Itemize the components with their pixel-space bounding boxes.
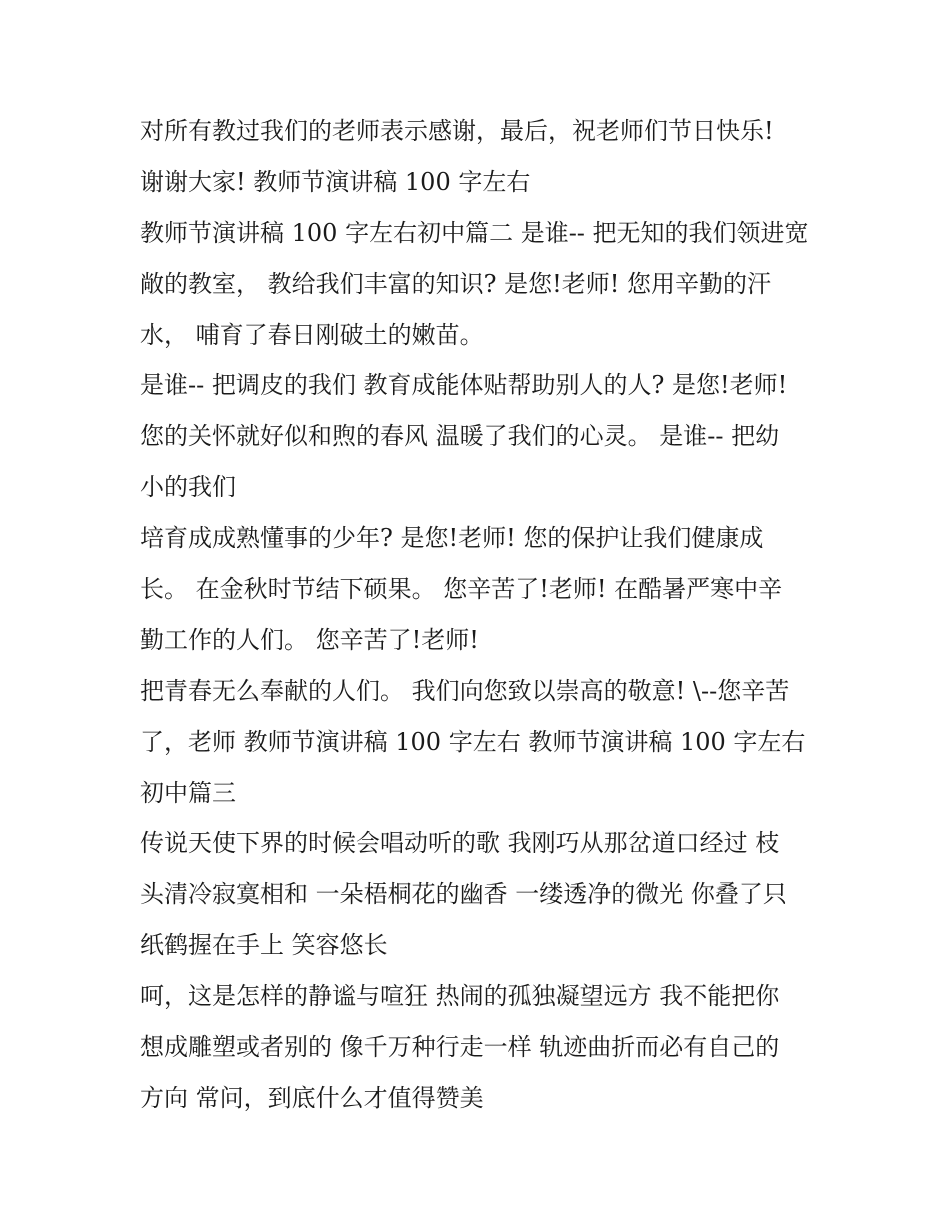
text-line: 想成雕塑或者别的 像千万种行走一样 轨迹曲折而必有自己的 — [140, 1033, 780, 1062]
text-line: 长。 在金秋时节结下硕果。 您辛苦了!老师! 在酷暑严寒中辛 — [140, 575, 783, 604]
text-line: 把青春无么奉献的人们。 我们向您致以崇高的敬意! \--您辛苦 — [140, 676, 790, 705]
text-line: 方向 常问，到底什么才值得赞美 — [140, 1083, 484, 1112]
text-line: 小的我们 — [140, 473, 236, 502]
text-line: 呵，这是怎样的静谧与喧狂 热闹的孤独凝望远方 我不能把你 — [140, 982, 780, 1011]
text-line: 谢谢大家! 教师节演讲稿 100 字左右 — [140, 167, 531, 196]
body-text — [140, 111, 820, 1129]
text-line: 传说天使下界的时候会唱动听的歌 我刚巧从那岔道口经过 枝 — [140, 829, 780, 858]
text-line: 敞的教室， 教给我们丰富的知识? 是您!老师! 您用辛勤的汗 — [140, 269, 772, 298]
text-line: 对所有教过我们的老师表示感谢，最后，祝老师们节日快乐! — [140, 117, 774, 145]
text-line: 头清冷寂寞相和 一朵梧桐花的幽香 一缕透净的微光 你叠了只 — [140, 880, 787, 909]
text-line: 纸鹤握在手上 笑容悠长 — [140, 931, 388, 960]
text-line: 教师节演讲稿 100 字左右初中篇二 是谁-- 把无知的我们领进宽 — [140, 218, 809, 247]
text-line: 了，老师 教师节演讲稿 100 字左右 教师节演讲稿 100 字左右 — [140, 727, 806, 756]
text-line: 是谁-- 把调皮的我们 教育成能体贴帮助别人的人? 是您!老师! — [140, 371, 788, 400]
text-line: 您的关怀就好似和煦的春风 温暖了我们的心灵。 是谁-- 把幼 — [140, 422, 780, 451]
text-line: 初中篇三 — [140, 778, 236, 807]
text-line: 勤工作的人们。 您辛苦了!老师! — [140, 625, 479, 654]
text-line: 培育成成熟懂事的少年? 是您!老师! 您的保护让我们健康成 — [140, 524, 764, 553]
text-line: 水， 哺育了春日刚破土的嫩苗。 — [140, 320, 484, 349]
